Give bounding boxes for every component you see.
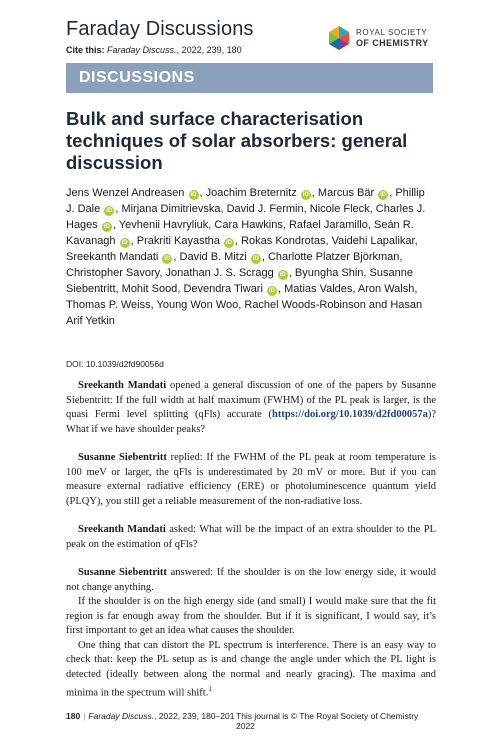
page-number: 180 (66, 711, 81, 721)
paragraph-text: opened a general discussion of one of the papers by Susanne Siebentritt: If the full width at half maximum (FWHM) of the PL peak is larger, is the quasi Fermi level splitting (qFls) accurate ( (66, 380, 436, 420)
doi-link[interactable]: https://doi.org/10.1039/d2fd00057a (272, 409, 428, 420)
rsc-wordmark-line1: ROYAL SOCIETY (356, 28, 428, 37)
citation-line (66, 45, 242, 55)
author-list: Jens Wenzel Andreasen iD , Joachim Breternitz iD , Marcus Bär iD , Phillip J. Dale iD , Mirjana Dimitrievska, David J. Fermin, Nicole Fleck, Charles J. Hages iD , Yevhenii Havryliuk, Cara Hawkins, Rafael Jaramillo, Seán R. Kavanagh iD , Prakriti Kayastha iD , Rokas Kondrotas, Vaidehi Lapalikar, Sreekanth Mandati iD , David B. Mitzi iD , Charlotte Platzer Björkman, Christopher Savory, Jonathan J. S. Scragg iD , Byungha Shin, Susanne Siebentritt, Mohit Sood, Devendra Tiwari iD , Matias Valdes, Aron Walsh, Thomas P. Weiss, Young Won Woo, Rachel Woods-Robinson and Hasan Arif Yetkin (66, 187, 426, 327)
orcid-icon[interactable]: iD (302, 192, 309, 198)
doi[interactable]: DOI: 10.1039/d2fd90056d (66, 359, 164, 369)
author-name: Jens Wenzel Andreasen (66, 187, 185, 199)
author-name: Prakriti Kayastha (136, 235, 220, 247)
article-body (66, 379, 436, 701)
author-name: Young Won Woo (156, 299, 239, 311)
paragraph-6 (66, 639, 436, 702)
orcid-icon[interactable]: iD (268, 288, 275, 294)
orcid-icon[interactable]: iD (279, 272, 286, 278)
speaker-name: Sreekanth Mandati (78, 524, 166, 535)
author-name: Charles J. Hages (66, 203, 426, 231)
author-name: Yevhenii Havryliuk (118, 219, 209, 231)
author-name: Jonathan J. S. Scragg (165, 267, 274, 279)
paragraph-text: If the shoulder is on the high energy side (and small) I would make sure that the fit region is far enough away from the shoulder. But if it is significant, I would say, it’s first important to get an idea what causes the shoulder. (66, 596, 436, 636)
cite-journal: Faraday Discuss. (107, 45, 177, 55)
paragraph-text: answered: If the shoulder is on the low energy side, it would not change anything. (66, 567, 436, 593)
rsc-wordmark-line2: OF CHEMISTRY (356, 38, 429, 48)
speaker-name: Susanne Siebentritt (78, 567, 167, 578)
author-name: Nicole Fleck (309, 203, 370, 215)
section-banner-label: DISCUSSIONS (79, 69, 195, 86)
journal-title: Faraday Discussions (66, 18, 254, 40)
footer-details: , 2022, 239, 180–201 (154, 711, 235, 721)
rsc-wordmark (356, 28, 428, 48)
paragraph-4 (66, 566, 436, 595)
speaker-name: Sreekanth Mandati (78, 380, 167, 391)
author-name: David J. Fermin (226, 203, 304, 215)
orcid-icon[interactable]: iD (252, 256, 259, 262)
page-footer: 180 | Faraday Discuss., 2022, 239, 180–201 This journal is © The Royal Society of Chemistry 2022 (66, 711, 436, 721)
orcid-icon[interactable]: iD (106, 208, 113, 214)
author-name: Marcus Bär (317, 187, 375, 199)
author-name: Seán R. Kavanagh (66, 219, 414, 247)
cite-details: , 2022, 239, 180 (176, 45, 242, 55)
rsc-logo (326, 24, 446, 54)
author-name: Joachim Breternitz (205, 187, 297, 199)
footer-copyright: This journal is © The Royal Society of Chemistry 2022 (236, 711, 419, 731)
section-banner (66, 63, 433, 93)
author-name: Aron Walsh (357, 283, 415, 295)
paragraph-1 (66, 379, 436, 437)
paragraph-5 (66, 595, 436, 639)
author-name: Vaidehi Lapalikar (331, 235, 415, 247)
orcid-icon[interactable]: iD (190, 192, 197, 198)
reference-marker[interactable]: 1 (208, 685, 212, 693)
speaker-name: Susanne Siebentritt (78, 452, 167, 463)
paragraph-3 (66, 523, 436, 552)
paragraph-2 (66, 451, 436, 509)
author-name: Hasan Arif Yetkin (66, 299, 423, 327)
author-name: Phillip J. Dale (66, 187, 425, 215)
author-name: Christopher Savory (66, 267, 160, 279)
footer-journal: Faraday Discuss. (88, 711, 155, 721)
orcid-icon[interactable]: iD (380, 192, 387, 198)
orcid-icon[interactable]: iD (103, 224, 110, 230)
author-name: Mohit Sood (121, 283, 178, 295)
author-name: Rafael Jaramillo (288, 219, 368, 231)
paragraph-text: asked: What will be the impact of an extra shoulder to the PL peak on the estimation of qFls? (66, 524, 436, 550)
paragraph-text: )? What if we have shoulder peaks? (66, 409, 436, 435)
author-name: Charlotte Platzer Björkman (267, 251, 400, 263)
rsc-emblem-icon (326, 24, 352, 52)
orcid-icon[interactable]: iD (225, 240, 232, 246)
orcid-icon[interactable]: iD (121, 240, 128, 246)
article-title: Bulk and surface characterisation techniques of solar absorbers: general discussion (66, 108, 408, 173)
paragraph-text: replied: If the FWHM of the PL peak at room temperature is 100 meV or larger, the qFls is underestimated by 20 mV or more. But if you can measure external radiative efficiency (ERE) or photoluminescence quantum yield (PLQY), you still get a reliable measurement of the non-radiative loss. (66, 452, 436, 507)
author-name: Cara Hawkins (214, 219, 283, 231)
author-name: Sreekanth Mandati (66, 251, 159, 263)
author-name: Byungha Shin (294, 267, 364, 279)
author-name: David B. Mitzi (179, 251, 247, 263)
author-name: Rokas Kondrotas (241, 235, 326, 247)
author-name: Susanne Siebentritt (66, 267, 413, 295)
author-name: Devendra Tiwari (183, 283, 263, 295)
author-name: Mirjana Dimitrievska (121, 203, 221, 215)
cite-label: Cite this: (66, 45, 105, 55)
author-name: Rachel Woods-Robinson (244, 299, 366, 311)
author-name: Matias Valdes (284, 283, 353, 295)
author-name: Thomas P. Weiss (66, 299, 151, 311)
orcid-icon[interactable]: iD (164, 256, 171, 262)
paragraph-text: One thing that can distort the PL spectrum is interference. There is an easy way to check that: keep the PL setup as is and change the angle under which the PL light is detected (ideally between along the normal and nearly gracing). The maxima and minima in the spectrum will shift. (66, 639, 436, 699)
